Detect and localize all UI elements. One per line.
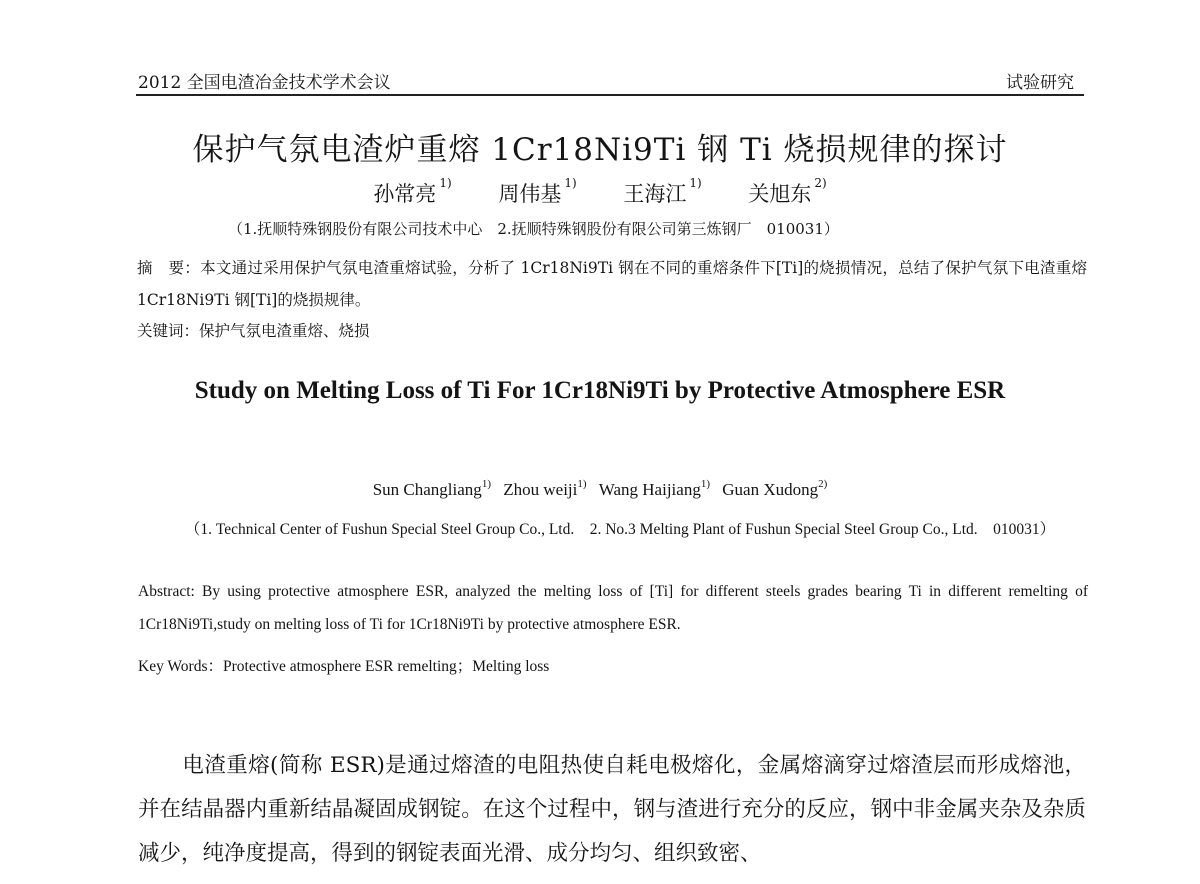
body-paragraph-text: 电渣重熔(简称 ESR)是通过熔渣的电阻热使自耗电极熔化，金属熔滴穿过熔渣层而形成熔池，并在结晶器内重新结晶凝固成钢锭。在这个过程中，钢与渣进行充分的反应，钢中非金属夹杂及杂质减少，纯净度提高，得到的钢锭表面光滑、成分均匀、组织致密、 — [138, 753, 1086, 866]
keywords-label: 关键词： — [137, 322, 200, 340]
english-affiliation: （1. Technical Center of Fushun Special Steel Group Co., Ltd. 2. No.3 Melting Plant of Fushun Special Steel Group Co., Ltd. 010031） — [184, 521, 1056, 538]
chinese-abstract — [137, 252, 1087, 316]
abstract-label: Abstract: — [138, 583, 203, 600]
abstract-label: 摘 要： — [137, 259, 201, 277]
author: Sun Changliang$^{1)}$ — [372, 478, 491, 499]
running-header-section: 试验研究 — [1006, 73, 1074, 93]
running-header-conference: 2012 全国电渣冶金技术学术会议 — [138, 73, 391, 93]
keywords-text: 保护气氛电渣重熔、烧损 — [199, 322, 370, 340]
header-rule — [136, 94, 1084, 96]
keywords-label: Key Words： — [138, 658, 224, 675]
english-title: Study on Melting Loss of Ti For 1Cr18Ni9Ti by Protective Atmosphere ESR — [194, 377, 1006, 404]
chinese-authors — [0, 178, 1200, 208]
english-authors — [0, 480, 1200, 500]
english-keywords — [138, 654, 549, 676]
body-paragraph — [138, 744, 1086, 876]
chinese-keywords — [137, 319, 370, 341]
chinese-title: 保护气氛电渣炉重熔 1Cr18Ni9Ti 钢 Ti 烧损规律的探讨 — [192, 132, 1008, 168]
author: 周伟基 $^{1)}$ — [498, 176, 577, 206]
abstract-text: 本文通过采用保护气氛电渣重熔试验，分析了 1Cr18Ni9Ti 钢在不同的重熔条件下[Ti]的烧损情况，总结了保护气氛下电渣重熔 1Cr18Ni9Ti 钢[Ti]的烧损规律。 — [137, 259, 1087, 309]
author: 孙常亮 $^{1)}$ — [373, 176, 452, 206]
abstract-text: By using protective atmosphere ESR, analyzed the melting loss of [Ti] for different steels grades bearing Ti in different remelting of 1Cr18Ni9Ti,study on melting loss of Ti for 1Cr18Ni9Ti by protective atmosphere ESR. — [138, 583, 1088, 633]
author: Guan Xudong$^{2)}$ — [722, 478, 828, 499]
author: Zhou weiji$^{1)}$ — [503, 478, 587, 499]
english-abstract — [138, 575, 1088, 641]
author: 王海江 $^{1)}$ — [623, 176, 702, 206]
keywords-text: Protective atmosphere ESR remelting；Melting loss — [223, 658, 550, 675]
author: 关旭东 $^{2)}$ — [748, 176, 827, 206]
author: Wang Haijiang$^{1)}$ — [598, 478, 710, 499]
chinese-affiliation: （1.抚顺特殊钢股份有限公司技术中心 2.抚顺特殊钢股份有限公司第三炼钢厂 010031） — [228, 220, 839, 238]
